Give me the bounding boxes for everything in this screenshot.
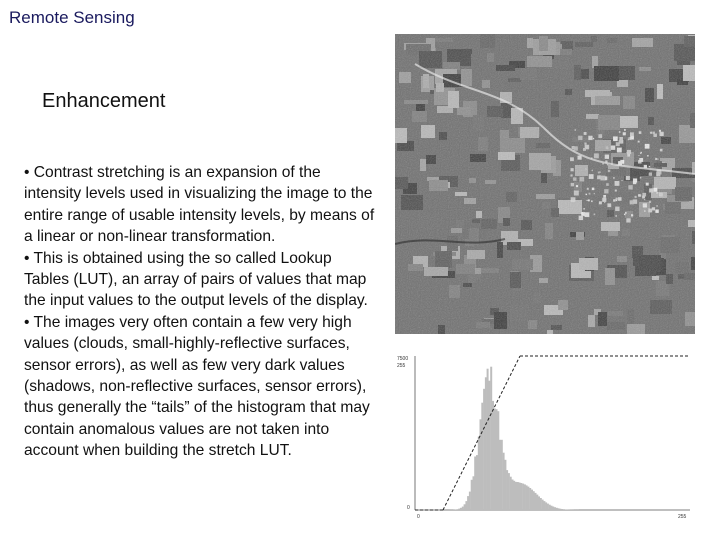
histogram-bar — [488, 381, 490, 510]
histogram-bar — [476, 455, 478, 510]
satellite-image — [395, 34, 695, 334]
histogram-bar — [487, 369, 489, 510]
histogram-bar — [552, 507, 554, 511]
histogram-bar — [540, 498, 542, 510]
histogram-bar — [462, 507, 464, 510]
bullet-item: • Contrast stretching is an expansion of the intensity levels used in visualizing the image to the entire range of usable intensity levels, by means of a linear or non-linear transformation. — [24, 164, 375, 246]
bullet-item: • This is obtained using the so called Lookup Tables (LUT), an array of pairs of values that map the input values to the output levels of the display. — [24, 249, 368, 310]
histogram-bar — [494, 408, 496, 510]
slide-header: Remote Sensing — [9, 8, 135, 27]
y-axis-bottom-label: 0 — [407, 505, 410, 511]
histogram-bar — [549, 505, 551, 510]
histogram-bar — [547, 504, 549, 510]
histogram-bar — [501, 440, 503, 510]
histogram-bar — [474, 457, 476, 511]
y-axis-top-label-2: 255 — [397, 363, 406, 369]
histogram-bar — [561, 509, 563, 510]
histogram-bar — [554, 507, 556, 510]
histogram-bar — [529, 488, 531, 510]
histogram-bar — [471, 480, 473, 510]
x-axis-left-label: 0 — [417, 514, 420, 520]
histogram-bar — [513, 481, 515, 510]
histogram-bar — [469, 492, 471, 510]
histogram-bar — [558, 508, 560, 510]
histogram-bar — [490, 367, 492, 510]
histogram-bar — [481, 403, 483, 510]
y-axis-top-label: 7500 — [397, 356, 409, 362]
histogram-bar — [545, 502, 547, 510]
histogram-bar — [460, 508, 462, 510]
histogram-bar — [457, 509, 459, 510]
bullet-list — [24, 162, 376, 462]
bullet-item: • The images very often contain a few very high values (clouds, small-highly-reflective surfaces, sensor errors), as well as few very dark values (shadows, non-reflective surfaces, sensor errors), thus generally the “tails” of the histogram that may contain anomalous values are not taken into account when building the stretch LUT. — [24, 313, 370, 460]
histogram-bar — [467, 496, 469, 510]
histogram-bar — [519, 483, 521, 511]
slide-title: Enhancement — [42, 90, 166, 112]
histogram-bar — [499, 440, 501, 510]
histogram-bar — [538, 496, 540, 510]
histogram-bar — [559, 509, 561, 510]
histogram-bar — [533, 491, 535, 510]
histogram-bar — [522, 484, 524, 510]
histogram-bar — [542, 500, 544, 510]
histogram-bar — [503, 453, 505, 510]
histogram-bar — [565, 509, 567, 510]
histogram-bar — [483, 389, 485, 510]
histogram-bar — [506, 470, 508, 510]
histogram-bar — [527, 487, 529, 510]
histogram-bar — [526, 485, 528, 510]
histogram-bar — [520, 483, 522, 510]
histogram-bar — [464, 504, 466, 510]
histogram-bar — [535, 493, 537, 510]
histogram-bar — [508, 473, 510, 510]
histogram-plot — [395, 350, 695, 525]
histogram-bar — [496, 409, 498, 510]
x-axis-right-label: 255 — [678, 514, 687, 520]
histogram-bar — [515, 482, 517, 510]
histogram-bar — [510, 477, 512, 510]
